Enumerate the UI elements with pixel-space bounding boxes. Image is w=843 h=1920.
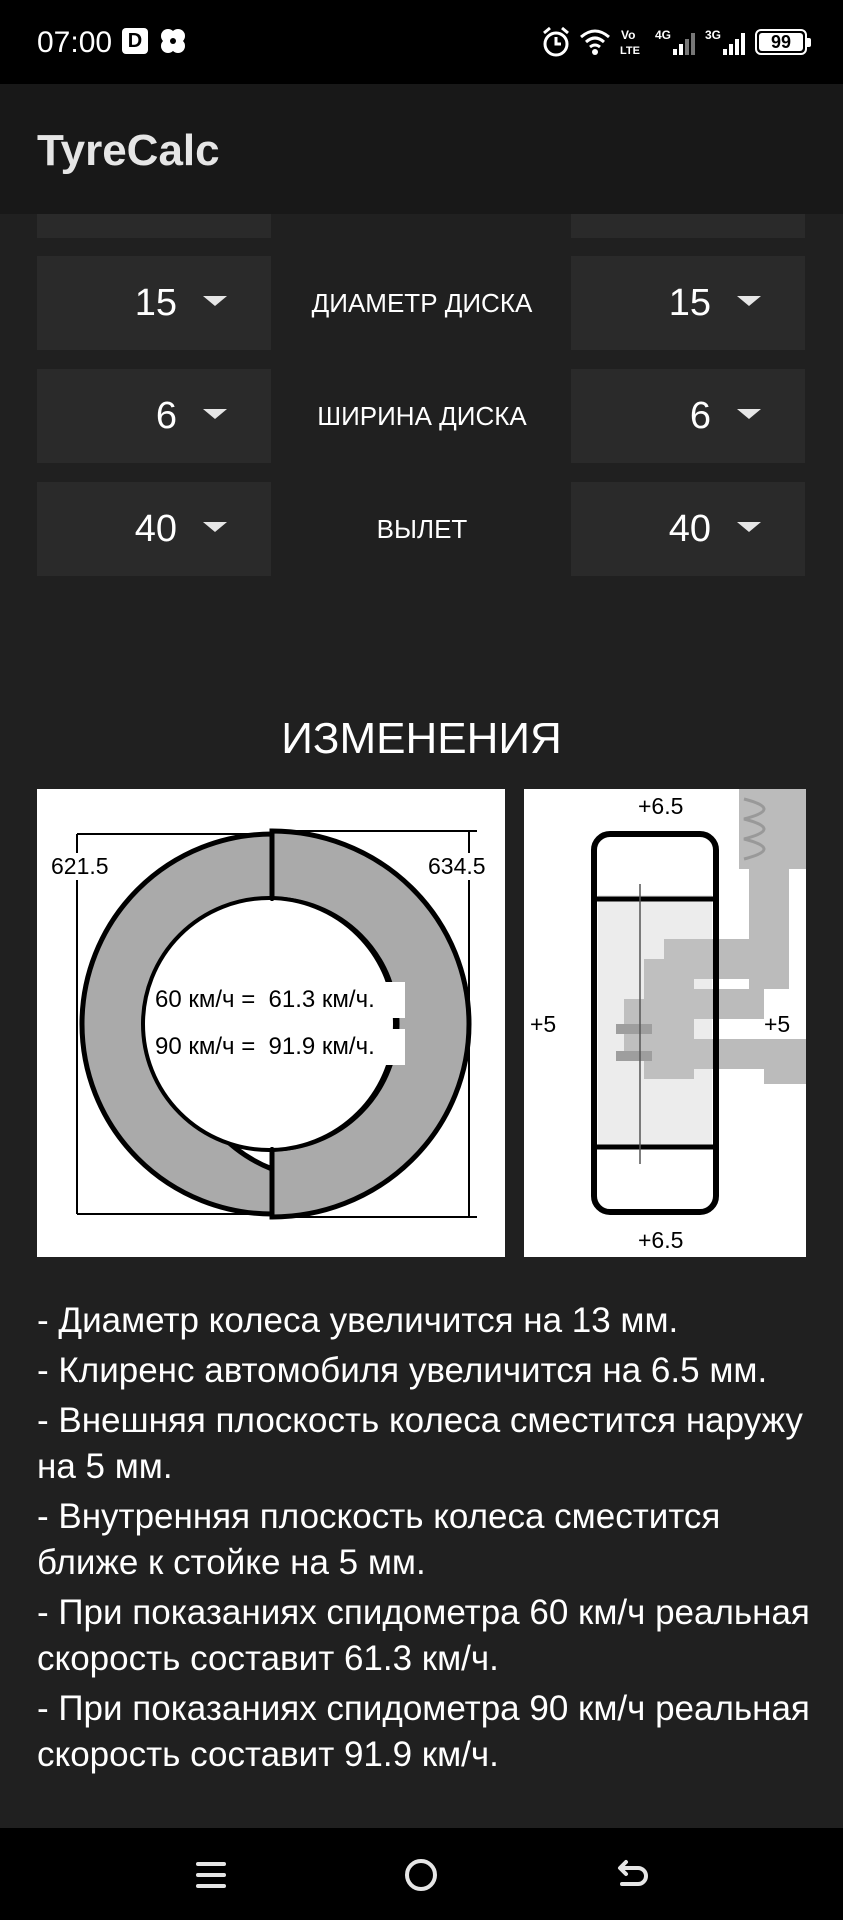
offset-label: ВЫЛЕТ [376,514,468,544]
status-bar [0,0,843,84]
dropdown-value: 40 [134,508,177,550]
offset-old-dropdown[interactable] [37,482,271,576]
svg-text:3G: 3G [705,28,722,42]
status-icons [541,24,807,60]
recent-apps-icon[interactable] [194,1858,228,1892]
offset-new-dropdown[interactable] [571,482,805,576]
summary-line: - При показаниях спидометра 60 км/ч реальная скорость составит 61.3 км/ч. [37,1593,810,1678]
speed-line-60: 60 км/ч = 61.3 км/ч. [155,986,375,1013]
dropdown-value: 6 [155,395,177,437]
alarm-icon [541,26,571,58]
dropdown-value: 15 [134,282,177,324]
rim-width-label: ШИРИНА ДИСКА [317,401,527,431]
offset-outer-label: +5 [530,1011,557,1037]
dropdown-stub-left[interactable] [37,214,271,238]
svg-text:4G: 4G [655,28,672,42]
app-bar [0,84,843,214]
old-diameter-label: 621.5 [51,853,109,879]
rim-diameter-label: ДИАМЕТР ДИСКА [311,288,533,318]
summary-line: - Внешняя плоскость колеса сместится наружу на 5 мм. [37,1401,803,1486]
volte-icon [619,27,647,57]
offset-inner-label: +5 [764,1011,791,1037]
changes-summary [37,1298,817,1782]
d-badge-icon: D [122,28,148,54]
summary-line: - При показаниях спидометра 90 км/ч реальная скорость составит 91.9 км/ч. [37,1689,810,1774]
dropdown-arrow-icon [203,522,227,532]
dropdown-arrow-icon [203,409,227,419]
rim-width-new-dropdown[interactable] [571,369,805,463]
rim-diameter-new-dropdown[interactable] [571,256,805,350]
changes-title: ИЗМЕНЕНИЯ [281,714,562,763]
home-icon[interactable] [404,1858,438,1892]
back-icon[interactable] [614,1858,650,1892]
app-title: TyreCalc [37,126,220,175]
wheel-offset-diagram [524,789,806,1257]
navigation-bar [0,1828,843,1920]
svg-text:Vo: Vo [621,28,636,42]
dropdown-value: 15 [668,282,711,324]
rim-width-old-dropdown[interactable] [37,369,271,463]
summary-line: - Клиренс автомобиля увеличится на 6.5 мм. [37,1351,768,1390]
dropdown-stub-right[interactable] [571,214,805,238]
clearance-top-label: +6.5 [638,793,684,819]
dropdown-value: 40 [668,508,711,550]
tyre-diameter-diagram [37,789,505,1257]
rim-diameter-old-dropdown[interactable] [37,256,271,350]
dropdown-value: 6 [689,395,711,437]
battery-level: 99 [759,33,803,51]
speed-line-90: 90 км/ч = 91.9 км/ч. [155,1033,375,1060]
dropdown-arrow-icon [737,522,761,532]
fan-icon [158,26,188,56]
battery-icon [755,29,807,55]
wifi-icon [579,28,611,56]
summary-line: - Диаметр колеса увеличится на 13 мм. [37,1301,679,1340]
signal-3g-icon [705,27,747,57]
new-diameter-label: 634.5 [428,853,486,879]
dropdown-arrow-icon [737,296,761,306]
signal-4g-icon [655,27,697,57]
summary-line: - Внутренняя плоскость колеса сместится ближе к стойке на 5 мм. [37,1497,721,1582]
dropdown-arrow-icon [203,296,227,306]
dropdown-arrow-icon [737,409,761,419]
status-time: 07:00 [37,26,113,59]
svg-text:LTE: LTE [620,45,640,57]
clearance-bottom-label: +6.5 [638,1227,684,1253]
